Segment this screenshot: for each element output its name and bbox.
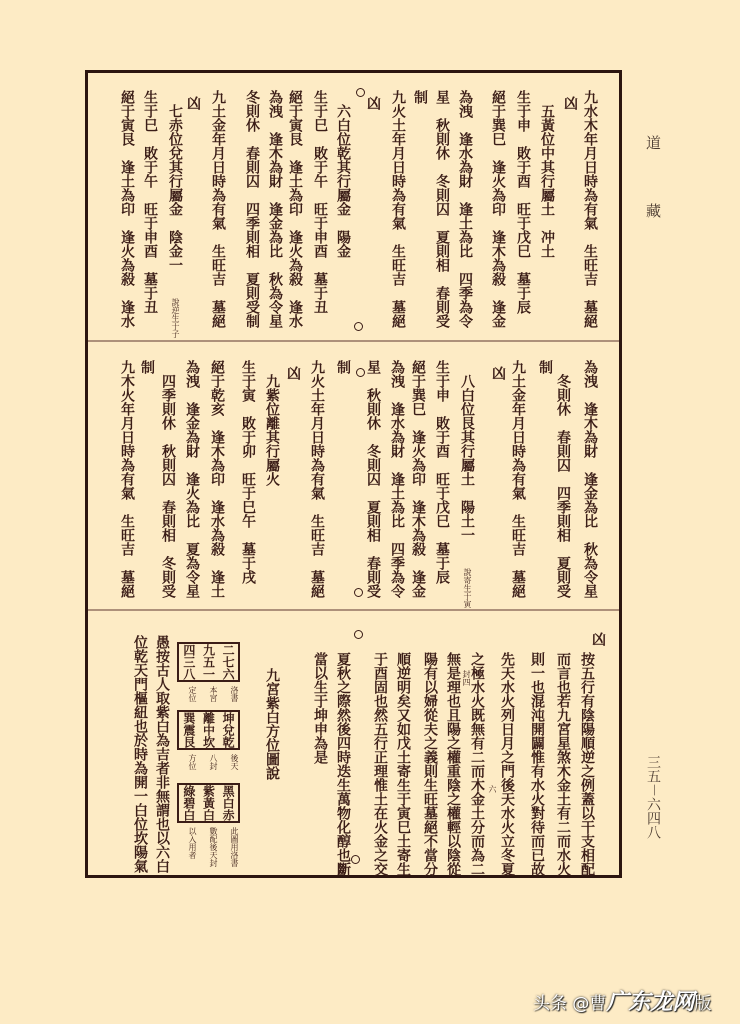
grid-column: 離中坎 (201, 712, 216, 748)
text-column: 制 (335, 360, 351, 374)
text-column: 冬則休 春則囚 四季則相 夏則受制 (244, 90, 260, 328)
grid-label: 定位 (188, 686, 197, 702)
circle-mark (356, 88, 365, 97)
circle-mark (354, 588, 363, 597)
text-column: 位乾天門樞紐也於時為開一白位坎陽氣 (132, 635, 148, 873)
text-column: 陽有以婦從夫之義則生旺墓絕不當分 (422, 652, 438, 876)
watermark (533, 985, 711, 1016)
text-column: 制 (139, 360, 155, 374)
panel-divider (88, 340, 619, 342)
text-column: 為洩 逢水為財 逢土為比 四季為令 (457, 90, 473, 328)
diagram-grid-box (177, 783, 240, 823)
text-column: 絕于巽巳 逢火為印 逢木為殺 逢金 (410, 360, 426, 598)
text-column: 為洩 逢木為財 逢金為比 秋為令星 (582, 360, 598, 598)
text-column: 為洩 逢木為財 逢金為比 秋為令星 (267, 90, 283, 328)
text-column: 按五行有陰陽順逆之例蓋以干支相配 (579, 652, 595, 876)
text-column: 星 秋則休 冬則囚 夏則相 春則受 (365, 360, 381, 598)
text-column: 則一也混沌開闢惟有水火對待而已故 (529, 652, 545, 876)
text-column: 生于巳 敗于午 旺于申酉 墓于丑 (142, 90, 158, 314)
grid-column: 黑白赤 (221, 785, 236, 821)
text-column: 凶 (285, 366, 301, 380)
text-column: 生于申 敗于酉 旺于戊巳 墓于辰 (515, 90, 531, 314)
text-column: 絕于寅艮 逢土為印 逢火為殺 逢水 (119, 90, 135, 328)
annotation-note: 六 (488, 785, 497, 793)
text-column: 凶 (185, 96, 201, 110)
grid-column: 二七六 (221, 644, 236, 680)
text-column: 生于寅 敗于卯 旺于巳午 墓于戌 (240, 360, 256, 584)
circle-mark (354, 630, 363, 639)
text-column: 先天水火列日月之門後天水火立冬夏 (499, 652, 515, 876)
text-column: 之極水火既無有二而木金土分而為二 (469, 652, 485, 876)
text-column: 五黃位中其行屬土 冲土 (539, 104, 555, 258)
circle-mark (354, 322, 363, 331)
watermark-prefix: 头条 @曹 (533, 994, 607, 1014)
text-column: 制 (537, 360, 553, 374)
grid-label: 方位 (188, 754, 197, 770)
text-column: 生于巳 敗于午 旺于申酉 墓于丑 (312, 90, 328, 314)
text-column: 當以生于坤申為是 (312, 652, 328, 764)
panel-divider (88, 609, 619, 611)
text-column: 凶 (365, 96, 381, 110)
annotation-note: 說逆生于子 (171, 298, 180, 338)
grid-label: 以入用者 (188, 827, 197, 859)
text-column: 九水木年月日時為有氣 生旺吉 墓絕 (582, 90, 598, 328)
text-column: 八白位艮其行屬土 陽土一 (459, 374, 475, 542)
page-number: 三五－六四八 (645, 755, 661, 839)
circle-mark (356, 368, 365, 377)
text-column: 絕于寅艮 逢土為印 逢火為殺 逢水 (287, 90, 303, 328)
diagram-grid-box (177, 642, 240, 682)
grid-label: 數配後天封 (209, 827, 218, 867)
text-column: 冬則休 春則囚 四季則相 夏則受 (555, 374, 571, 598)
grid-column: 巽震艮 (181, 712, 196, 748)
grid-label: 此圖用洛書 (230, 827, 239, 867)
text-column: 愚按古人取紫白為吉者非無謂也以六白 (154, 635, 170, 873)
grid-column: 四三八 (181, 644, 196, 680)
text-column: 九土金年月日時為有氣 生旺吉 墓絕 (210, 90, 226, 328)
book-title-char: 藏 (644, 203, 662, 218)
text-column: 九土金年月日時為有氣 生旺吉 墓絕 (510, 360, 526, 598)
watermark-overlay: 广东龙网 (606, 990, 695, 1015)
text-column: 于酉固也然五行正理惟土在火金之交 (372, 652, 388, 876)
text-column: 四季則休 秋則囚 春則相 冬則受 (160, 374, 176, 598)
annotation-note: 封四 (462, 670, 471, 686)
text-column: 星 秋則休 冬則囚 夏則相 春則受 (434, 90, 450, 328)
annotation-note: 說寄生于寅 (463, 568, 472, 608)
grid-label: 洛書 (230, 686, 239, 702)
text-column: 九宮紫白方位圖說 (264, 668, 280, 780)
text-column: 無是理也且陽之權重陰之權輕以陰從 (445, 652, 461, 876)
text-column: 而言也若九宮星煞木金土有二而水火 (555, 652, 571, 876)
text-column: 九火土年月日時為有氣 生旺吉 墓絕 (309, 360, 325, 598)
text-column: 絕于乾亥 逢木為印 逢水為殺 逢土 (209, 360, 225, 598)
grid-label: 八封 (209, 754, 218, 770)
watermark-suffix: 版 (694, 994, 712, 1014)
grid-column: 綠碧白 (181, 785, 196, 821)
text-column: 凶 (490, 366, 506, 380)
grid-column: 紫黃白 (201, 785, 216, 821)
text-column: 凶 (562, 96, 578, 110)
grid-column: 坤兌乾 (221, 712, 236, 748)
circle-mark (351, 855, 360, 864)
text-column: 九火土年月日時為有氣 生旺吉 墓絕 (390, 90, 406, 328)
grid-column: 九五一 (201, 644, 216, 680)
text-column: 九木火年月日時為有氣 生旺吉 墓絕 (119, 360, 135, 598)
text-column: 順逆明矣又如戊土寄生于寅巳土寄生 (395, 652, 411, 876)
text-column: 制 (412, 90, 428, 104)
grid-label: 本宮 (209, 686, 218, 702)
text-column: 六白位乾其行屬金 陽金 (335, 104, 351, 258)
text-column: 絕于巽巳 逢火為印 逢木為殺 逢金 (490, 90, 506, 328)
text-column: 凶 (590, 632, 606, 646)
grid-label: 後天 (230, 754, 239, 770)
text-column: 九紫位離其行屬火 (264, 374, 280, 486)
text-column: 生于申 敗于酉 旺于戊巳 墓于辰 (434, 360, 450, 584)
book-title-char: 道 (644, 135, 662, 150)
diagram-grid-box (177, 710, 240, 750)
text-column: 為洩 逢水為財 逢土為比 四季為令 (389, 360, 405, 598)
text-column: 七赤位兌其行屬金 陰金一 (167, 104, 183, 272)
text-column: 為洩 逢金為財 逢火為比 夏為令星 (184, 360, 200, 598)
text-column: 夏秋之際然後四時迭生萬物化醇也斷 (335, 652, 351, 876)
